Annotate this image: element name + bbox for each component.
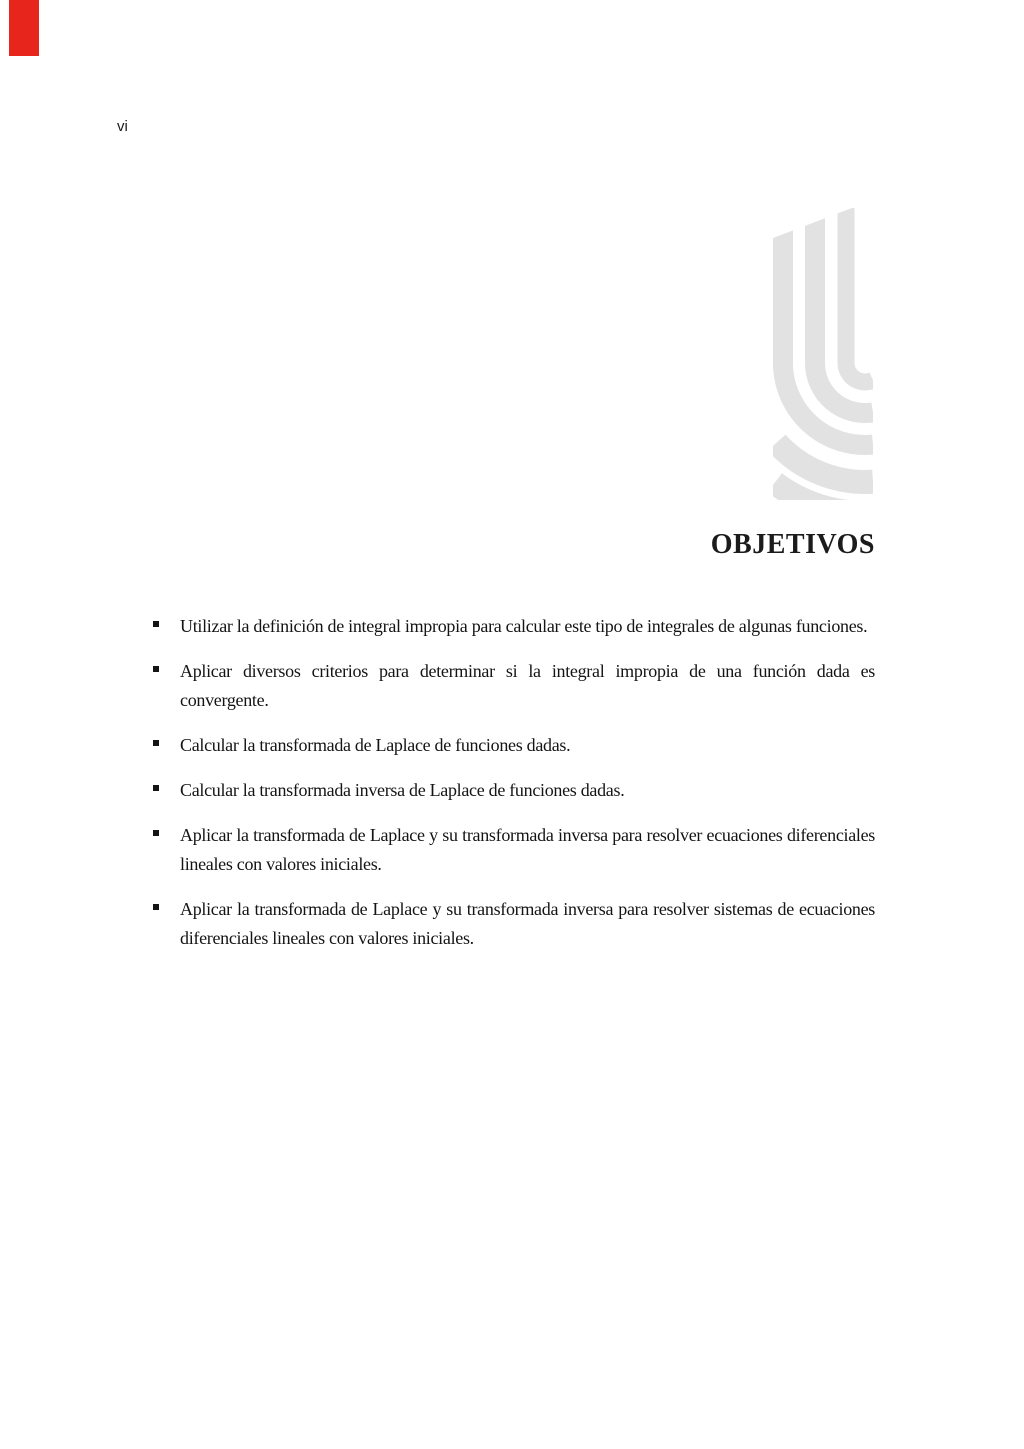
bullet-square-icon — [153, 785, 159, 791]
logo-stripe-inner — [846, 208, 873, 382]
objective-text: Calcular la transformada de Laplace de funciones dadas. — [180, 735, 571, 755]
bullet-square-icon — [153, 740, 159, 746]
objective-text: Aplicar la transformada de Laplace y su transformada inversa para resolver sistemas de ecuaciones diferenciales lineales con valores iniciales. — [180, 899, 875, 948]
page-number: vi — [117, 118, 128, 135]
objective-item — [152, 657, 875, 715]
objective-text: Calcular la transformada inversa de Laplace de funciones dadas. — [180, 780, 625, 800]
objective-item — [152, 612, 875, 641]
bullet-square-icon — [153, 666, 159, 672]
bullet-square-icon — [153, 830, 159, 836]
objective-text: Utilizar la definición de integral impropia para calcular este tipo de integrales de algunas funciones. — [180, 616, 868, 636]
objective-text: Aplicar la transformada de Laplace y su transformada inversa para resolver ecuaciones diferenciales lineales con valores iniciales. — [180, 825, 875, 874]
red-corner-marker — [9, 0, 39, 56]
objective-item — [152, 776, 875, 805]
objective-item — [152, 895, 875, 953]
bullet-square-icon — [153, 621, 159, 627]
uned-logo-icon — [773, 208, 873, 500]
bullet-square-icon — [153, 904, 159, 910]
objective-item — [152, 731, 875, 760]
uned-logo — [773, 208, 873, 500]
objectives-list — [152, 612, 875, 969]
objective-item — [152, 821, 875, 879]
objective-text: Aplicar diversos criterios para determinar si la integral impropia de una función dada es convergente. — [180, 661, 875, 710]
section-title: OBJETIVOS — [710, 528, 875, 560]
